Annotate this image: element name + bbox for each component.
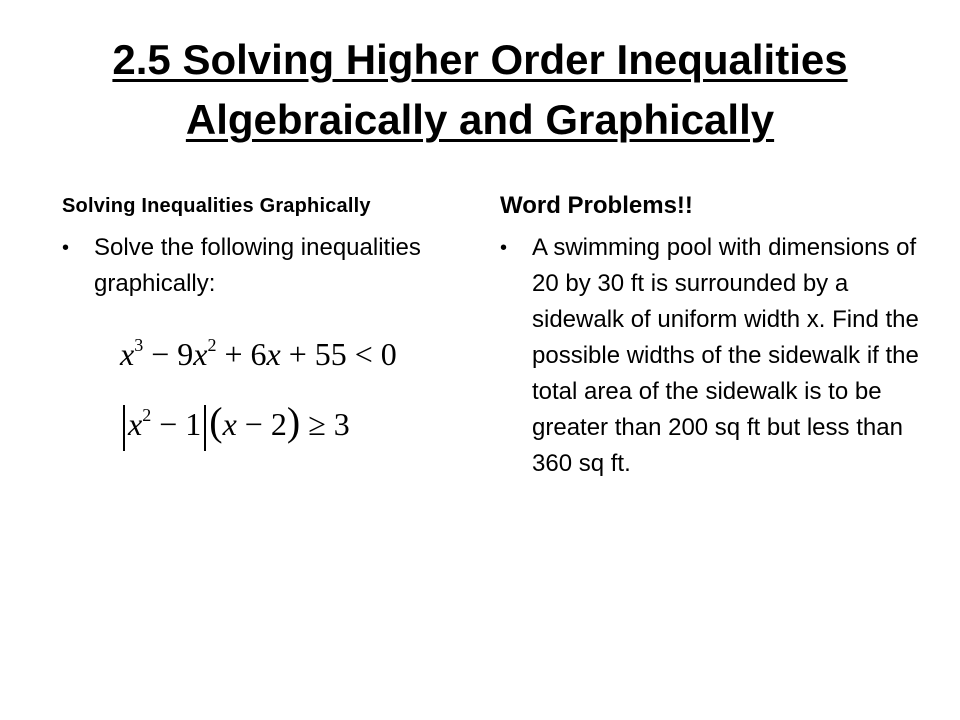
left-column xyxy=(62,190,462,450)
right-bullet-list xyxy=(500,230,920,482)
right-heading: Word Problems!! xyxy=(500,192,693,219)
left-heading: Solving Inequalities Graphically xyxy=(62,195,371,217)
right-column xyxy=(500,190,920,482)
title-line-2: Algebraically and Graphically xyxy=(185,96,775,143)
bullet-icon: • xyxy=(62,237,70,259)
right-bullet-item xyxy=(500,230,920,482)
right-bullet-text: A swimming pool with dimensions of 20 by 30 ft is surrounded by a sidewalk of uniform width x. Find the possible widths of the sidewalk if the total area of the sidewalk is to be greater than 200 sq ft but less than 360 sq ft. xyxy=(532,234,919,477)
left-bullet-text: Solve the following inequalities graphically: xyxy=(94,234,421,297)
equation-2: $x^2 - 1$ (x − 2) ≥ 3 xyxy=(120,380,462,450)
bullet-icon: • xyxy=(500,237,508,259)
slide-title xyxy=(40,30,920,150)
equation-1: $x^3 - 9x^2 + 6x + 55 < 0$ xyxy=(120,335,397,372)
left-bullet-item xyxy=(62,230,462,302)
title-line-1: 2.5 Solving Higher Order Inequalities xyxy=(112,36,848,83)
equations xyxy=(120,310,462,450)
left-bullet-list xyxy=(62,230,462,302)
